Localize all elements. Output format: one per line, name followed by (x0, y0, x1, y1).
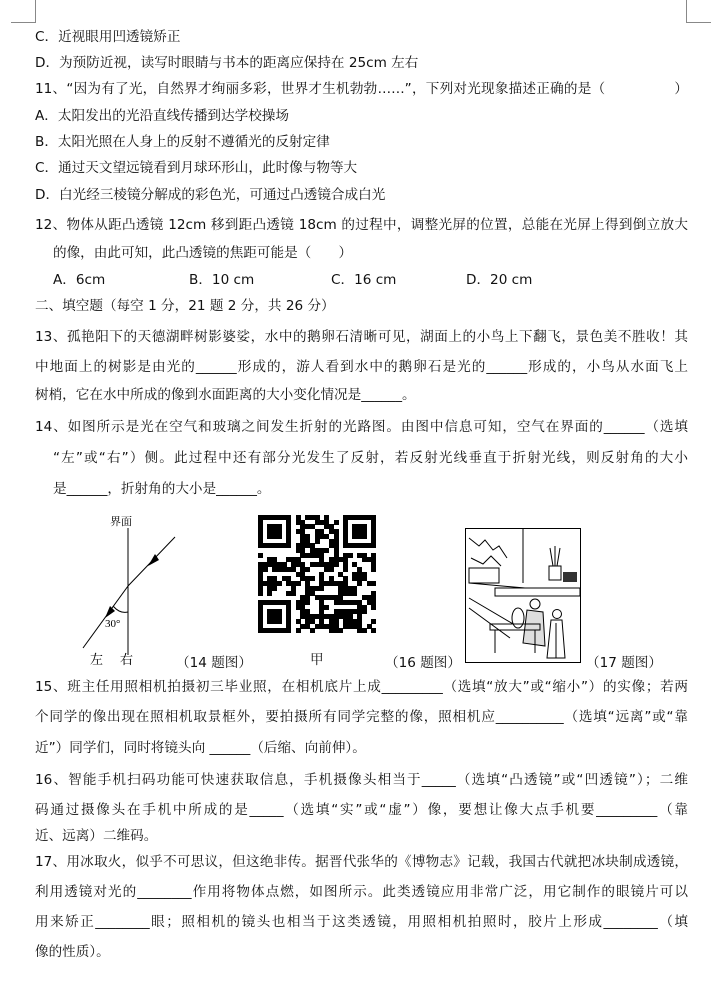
qr-module (371, 543, 376, 548)
qr-module (343, 567, 348, 572)
qr-module (362, 628, 367, 633)
qr-module (291, 591, 296, 596)
refracted-arrow-icon (105, 606, 115, 618)
qr-module (338, 628, 343, 633)
qr-code-image (258, 515, 376, 633)
qr-module (371, 628, 376, 633)
q15-line2: 个同学的像出现在照相机取景框外，要拍摄所有同学完整的像，照相机应__________（选填“远离”或“靠 (35, 709, 688, 725)
qr-module (357, 581, 362, 586)
q11-option-b: B．太阳光照在人身上的反射不遵循光的反射定律 (35, 134, 330, 150)
qr-module (296, 581, 301, 586)
qr-module (310, 628, 315, 633)
qr-module (315, 539, 320, 544)
qr-module (277, 619, 282, 624)
q12-line2: 的像，由此可知，此凸透镜的焦距可能是（ ） (53, 245, 353, 261)
q16-line2: 码通过摄像头在手机中所成的是_____（选填“实”或“虚”）像，要想让像大点手机要_________（靠 (35, 802, 688, 818)
q17-line4: 像的性质）。 (35, 944, 110, 960)
left-label: 左 (90, 653, 104, 668)
qr-module (319, 586, 324, 591)
q15-line3: 近”）同学们，同时将镜头向 ______（后缩、向前伸）。 (35, 740, 366, 756)
qr-module (334, 562, 339, 567)
qr-module (371, 605, 376, 610)
q15-line1: 15、班主任用照相机拍摄初三毕业照，在相机底片上成_________（选填“放大”或“缩小”）的实像；若两 (35, 679, 688, 695)
refraction-diagram (75, 510, 185, 670)
qr-module (334, 520, 339, 525)
interface-label: 界面 (110, 515, 132, 528)
qr-module (296, 628, 301, 633)
margin-corner-right (686, 0, 711, 23)
qr-module (267, 591, 272, 596)
q17-line3: 用来矫正________眼；照相机的镜头也相当于这类透镜，用照相机拍照时，胶片上形成________（填 (35, 914, 688, 930)
qr-module (371, 567, 376, 572)
qr-module (348, 553, 353, 558)
qr-module (324, 548, 329, 553)
qr-module (258, 553, 263, 558)
fig17-caption: （17 题图） (586, 655, 662, 671)
qr-module (305, 567, 310, 572)
fig14-caption: （14 题图） (176, 655, 252, 671)
qr-module (263, 567, 268, 572)
q13-line3: 树梢，它在水中所成的像到水面距离的大小变化情况是______。 (35, 387, 416, 403)
qr-module (286, 628, 291, 633)
q16-line1: 16、智能手机扫码功能可快速获取信息，手机摄像头相当于_____（选填“凸透镜”或“凹透镜”）；二维 (35, 772, 688, 788)
q11-option-a: A．太阳发出的光沿直线传播到达学校操场 (35, 108, 289, 124)
qr-module (277, 534, 282, 539)
angle-label: 30° (105, 618, 121, 630)
q12-option-d: D．20 cm (466, 272, 533, 288)
q17-line1: 17、用冰取火，似乎不可思议，但这绝非传。据晋代张华的《博物志》记载，我国古代就把冰块制成透镜， (35, 854, 688, 870)
q16-line3: 近、远离）二维码。 (35, 828, 158, 844)
fig16-label: 甲 (310, 652, 324, 668)
q11-stem: 11、“因为有了光，自然界才绚丽多彩，世界才生机勃勃……”，下列对光现象描述正确的是（ ） (35, 81, 688, 97)
q10-option-c: C．近视眼用凹透镜矫正 (35, 29, 181, 45)
q12-option-a: A．6cm (53, 272, 106, 288)
margin-corner-left (11, 0, 36, 23)
qr-module (277, 581, 282, 586)
qr-module (272, 586, 277, 591)
qr-module (371, 581, 376, 586)
q14-line2: “左”或“右”）侧。此过程中还有部分光发生了反射，若反射光线垂直于折射光线，则反射角的大小 (53, 450, 688, 466)
q13-line2: 中地面上的树影是由光的______形成的，游人看到水中的鹅卵石是光的______形成的，小鸟从水面飞上 (35, 359, 688, 375)
qr-module (258, 591, 263, 596)
section-heading: 二、填空题（每空 1 分，21 题 2 分，共 26 分） (35, 298, 335, 314)
qr-module (352, 591, 357, 596)
q12-option-c: C．16 cm (331, 272, 397, 288)
q13-line1: 13、孤艳阳下的天德湖畔树影婆娑，水中的鹅卵石清晰可见，湖面上的小鸟上下翻飞，景色美不胜收！其 (35, 329, 688, 345)
qr-module (362, 609, 367, 614)
q17-line2: 利用透镜对光的________作用将物体点燃，如图所示。此类透镜应用非常广泛，用它制作的眼镜片可以 (35, 884, 688, 900)
right-label: 右 (120, 653, 134, 668)
qr-module (305, 600, 310, 605)
qr-module (371, 619, 376, 624)
qr-module (286, 543, 291, 548)
q11-option-c: C．通过天文望远镜看到月球环形山，此时像与物等大 (35, 160, 358, 176)
q14-line3: 是______，折射角的大小是______。 (53, 481, 271, 497)
q12-option-b: B．10 cm (189, 272, 255, 288)
ice-lens-illustration (465, 528, 581, 664)
q11-option-d: D．白光经三棱镜分解成的彩色光，可通过凸透镜合成白光 (35, 187, 386, 203)
qr-module (324, 605, 329, 610)
qr-module (362, 534, 367, 539)
q14-line1: 14、如图所示是光在空气和玻璃之间发生折射的光路图。由图中信息可知，空气在界面的______（选填 (35, 419, 688, 435)
q12-line1: 12、物体从距凸透镜 12cm 移到距凸透镜 18cm 的过程中，调整光屏的位置，总能在光屏上得到倒立放大 (35, 217, 688, 233)
q10-option-d: D．为预防近视，读写时眼睛与书本的距离应保持在 25cm 左右 (35, 55, 419, 71)
qr-module (310, 576, 315, 581)
fig16-caption: （16 题图） (385, 655, 461, 671)
qr-module (329, 567, 334, 572)
